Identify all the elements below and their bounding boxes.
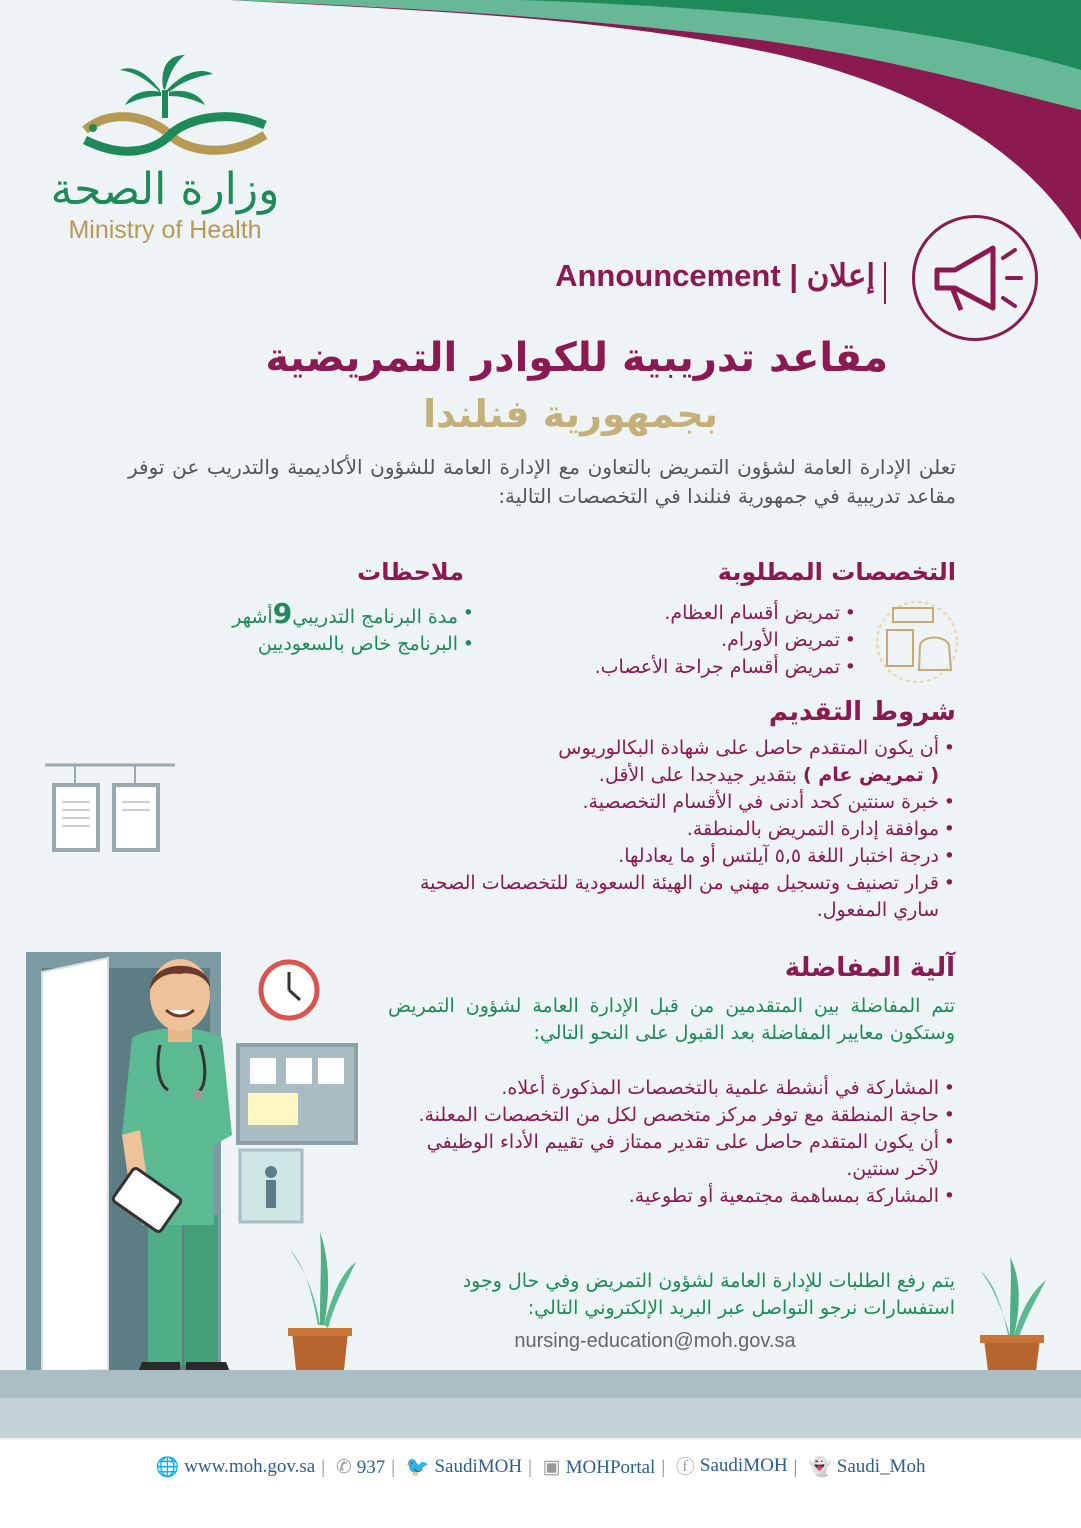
footer-links	[0, 1452, 1081, 1479]
specialties-list	[560, 600, 856, 681]
list-item: • تمريض أقسام العظام.	[560, 600, 856, 627]
footer-snapchat[interactable]: 👻 Saudi_Moh	[808, 1456, 926, 1478]
contact-email[interactable]: nursing-education@moh.gov.sa	[514, 1330, 796, 1352]
conditions-heading: شروط التقديم	[768, 697, 956, 727]
hanging-documents-illustration	[40, 760, 180, 860]
announcement-separator: |	[789, 258, 798, 293]
list-item: • البرنامج خاص بالسعوديين	[160, 631, 474, 658]
list-item: • تمريض أقسام جراحة الأعصاب.	[560, 654, 856, 681]
floor	[0, 1398, 1081, 1438]
notes-heading: ملاحظات	[357, 558, 464, 586]
duration-suffix: أشهر	[232, 606, 273, 628]
preference-heading: آلية المفاضلة	[784, 953, 955, 983]
duration-number: 9	[272, 597, 293, 630]
divider: |	[391, 1457, 396, 1478]
globe-icon: 🌐	[155, 1457, 180, 1478]
megaphone-icon	[915, 218, 1035, 338]
nurse-illustration	[0, 950, 380, 1430]
divider: |	[528, 1457, 532, 1478]
list-item: • حاجة المنطقة مع توفر مركز متخصص لكل من التخصصات المعلنة.	[388, 1102, 955, 1129]
duration-prefix: مدة البرنامج التدريبي	[292, 606, 458, 628]
preference-intro: تتم المفاضلة بين المتقدمين من قبل الإدارة العامة لشؤون التمريض وستكون معايير المفاضلة بعد القبول على النحو التالي:	[388, 995, 955, 1044]
list-item: • درجة اختبار اللغة ٥,٥ آيلتس أو ما يعادلها.	[385, 843, 955, 870]
palm-swords-icon	[75, 50, 275, 160]
condition-1-bold: ( تمريض عام )	[803, 764, 939, 786]
divider: |	[793, 1457, 798, 1478]
notes-list	[160, 597, 474, 658]
phone-icon: ✆	[335, 1457, 352, 1478]
plant-illustration	[970, 1255, 1050, 1375]
conditions-list	[385, 735, 955, 924]
title-line2: بجمهورية فنلندا	[423, 392, 718, 436]
list-item	[160, 597, 474, 631]
divider: |	[661, 1457, 666, 1478]
divider	[884, 262, 886, 304]
announcement-english: Announcement	[555, 258, 781, 293]
youtube-icon: ▣	[542, 1457, 561, 1478]
announcement-arabic: إعلان	[806, 258, 875, 293]
intro-paragraph: تعلن الإدارة العامة لشؤون التمريض بالتعاون مع الإدارة العامة للشؤون الأكاديمية والتدريب عن توفر مقاعد تدريبية في جمهورية فنلندا في التخصصات التالية:	[128, 455, 956, 508]
logo-arabic: وزارة الصحة	[50, 164, 280, 215]
list-item: • المشاركة في أنشطة علمية بالتخصصات المذكورة أعلاه.	[388, 1075, 955, 1102]
footer-youtube[interactable]: ▣ MOHPortal	[542, 1456, 656, 1478]
contact-text: يتم رفع الطلبات للإدارة العامة لشؤون التمريض وفي حال وجود استفسارات نرجو التواصل عبر البريد الإلكتروني التالي:	[462, 1270, 955, 1319]
specialties-heading: التخصصات المطلوبة	[717, 558, 956, 586]
list-item: • خبرة سنتين كحد أدنى في الأقسام التخصصية.	[385, 789, 955, 816]
megaphone-badge	[912, 215, 1038, 341]
footer-phone[interactable]: ✆ 937	[335, 1456, 386, 1478]
footer-facebook[interactable]: ⓕ SaudiMOH	[676, 1452, 788, 1479]
moh-logo	[45, 50, 285, 245]
announcement-label	[420, 258, 875, 294]
divider: |	[321, 1457, 326, 1478]
footer-website[interactable]: 🌐 www.moh.gov.sa	[155, 1456, 316, 1478]
title-line1: مقاعد تدريبية للكوادر التمريضية	[265, 335, 888, 381]
floor-top	[0, 1370, 1081, 1398]
list-item: • قرار تصنيف وتسجيل مهني من الهيئة السعودية للتخصصات الصحية ساري المفعول.	[385, 870, 955, 924]
logo-english: Ministry of Health	[68, 216, 262, 244]
list-item: • موافقة إدارة التمريض بالمنطقة.	[385, 816, 955, 843]
list-item: • تمريض الأورام.	[560, 627, 856, 654]
facebook-icon: ⓕ	[675, 1457, 695, 1478]
condition-1-line1: أن يكون المتقدم حاصل على شهادة البكالوريوس	[558, 737, 939, 759]
preference-list	[388, 1075, 955, 1210]
twitter-icon: 🐦	[405, 1457, 430, 1478]
footer-twitter[interactable]: 🐦 SaudiMOH	[405, 1456, 523, 1478]
snapchat-icon: 👻	[808, 1457, 832, 1478]
condition-1-rest: بتقدير جيدجدا على الأقل.	[598, 764, 797, 786]
xray-icon	[875, 600, 960, 685]
list-item: • أن يكون المتقدم حاصل على تقدير ممتاز في تقييم الأداء الوظيفي لآخر سنتين.	[388, 1129, 955, 1183]
list-item	[385, 735, 955, 789]
list-item: • المشاركة بمساهمة مجتمعية أو تطوعية.	[388, 1183, 955, 1210]
